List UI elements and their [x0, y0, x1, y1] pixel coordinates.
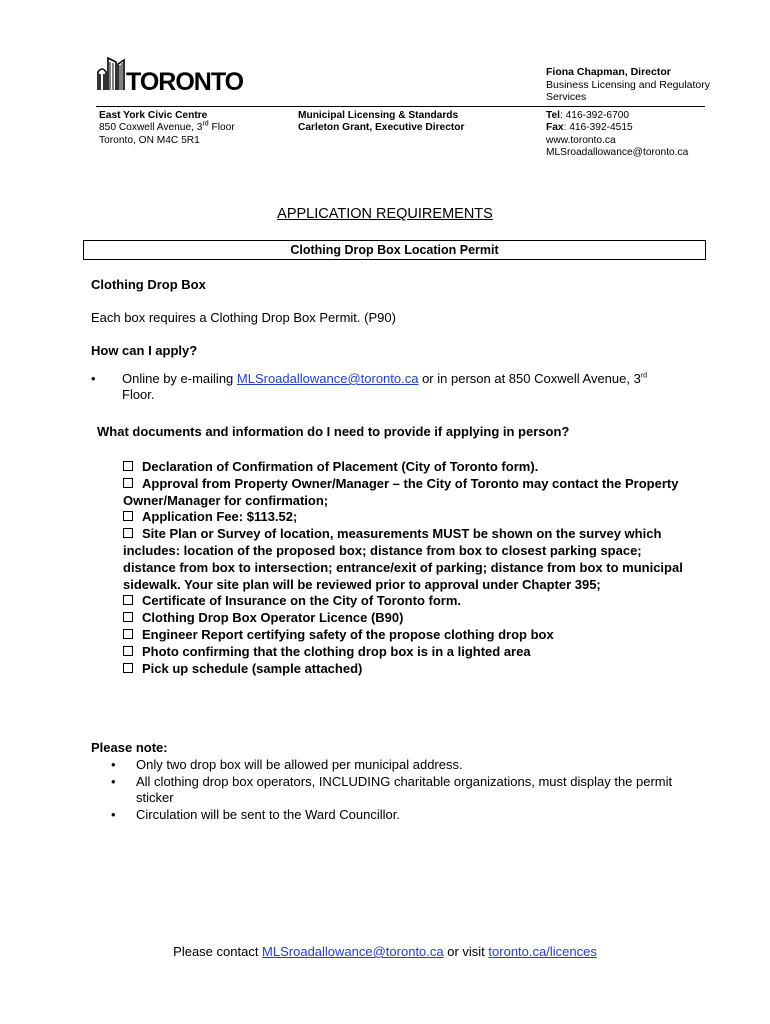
checklist-item: Site Plan or Survey of location, measurements MUST be shown on the survey which includes: location of the proposed box; distance from box to closest parking space; distance from box to intersection; entrance/exit of parking; distance from box to municipal sidewalk. Your site plan will be reviewed prior to approval under Chapter 395;	[123, 526, 683, 592]
bullet-icon: •	[91, 371, 96, 386]
apply-email-link[interactable]: MLSroadallowance@toronto.ca	[236, 371, 419, 386]
civic-centre-city: Toronto, ON M4C 5R1	[99, 134, 200, 146]
checkbox-icon	[123, 528, 133, 538]
fax-line: Fax: 416-392-4515	[546, 122, 633, 134]
address-civic-centre	[99, 110, 279, 147]
apply-bullet: • Online by e-mailing MLSroadallowance@toronto.ca or in person at 850 Coxwell Avenue, 3rd Floor.	[91, 371, 648, 402]
city-hall-icon	[96, 54, 244, 96]
checkbox-icon	[123, 663, 133, 673]
list-item: • All clothing drop box operators, INCLUDING charitable organizations, must display the permit sticker	[111, 773, 673, 806]
checklist-item: Clothing Drop Box Operator Licence (B90)	[123, 610, 683, 627]
contact-block	[546, 110, 726, 160]
notes-list	[109, 757, 689, 823]
documents-heading: What documents and information do I need to provide if applying in person?	[97, 424, 570, 439]
checklist-item: Engineer Report certifying safety of the propose clothing drop box	[123, 627, 683, 644]
executive-director: Carleton Grant, Executive Director	[298, 122, 465, 134]
checkbox-icon	[123, 612, 133, 622]
checklist-item: Certificate of Insurance on the City of Toronto form.	[123, 593, 683, 610]
checklist-item: Declaration of Confirmation of Placement (City of Toronto form).	[123, 459, 683, 476]
permit-title-box: Clothing Drop Box Location Permit	[83, 240, 706, 260]
bullet-icon: •	[111, 757, 116, 772]
note-heading: Please note:	[91, 740, 168, 755]
checkbox-icon	[123, 478, 133, 488]
civic-centre-title: East York Civic Centre	[99, 110, 208, 121]
checkbox-icon	[123, 629, 133, 639]
tel-line: Tel: 416-392-6700	[546, 110, 630, 121]
list-item: • Only two drop box will be allowed per municipal address.	[111, 757, 463, 772]
permit-requirement-text: Each box requires a Clothing Drop Box Permit. (P90)	[91, 310, 396, 325]
header-divider	[96, 106, 705, 107]
checkbox-icon	[123, 646, 133, 656]
toronto-logo	[96, 54, 244, 96]
director-dept-line2: Services	[546, 91, 587, 103]
section-heading-drop-box: Clothing Drop Box	[91, 277, 206, 292]
page-title: APPLICATION REQUIREMENTS	[277, 206, 493, 222]
checkbox-icon	[123, 511, 133, 521]
apply-heading: How can I apply?	[91, 343, 198, 358]
checkbox-icon	[123, 595, 133, 605]
bullet-icon: •	[111, 773, 116, 789]
address-department	[298, 110, 488, 135]
contact-email: MLSroadallowance@toronto.ca	[546, 147, 689, 159]
website-line: www.toronto.ca	[546, 134, 616, 146]
director-dept-line1: Business Licensing and Regulatory	[546, 78, 711, 91]
list-item: • Circulation will be sent to the Ward Councillor.	[111, 806, 400, 822]
footer-contact: Please contact MLSroadallowance@toronto.ca or visit toronto.ca/licences	[173, 944, 597, 959]
checklist-item: Photo confirming that the clothing drop box is in a lighted area	[123, 644, 683, 661]
director-name: Fiona Chapman, Director	[546, 66, 671, 78]
checklist-item: Application Fee: $113.52;	[123, 509, 683, 526]
department-name: Municipal Licensing & Standards	[298, 110, 459, 121]
checkbox-icon	[123, 461, 133, 471]
logo-wordmark: TORONTO	[126, 68, 244, 96]
footer-licences-link[interactable]: toronto.ca/licences	[488, 944, 597, 959]
checklist-item: Pick up schedule (sample attached)	[123, 661, 683, 678]
footer-email-link[interactable]: MLSroadallowance@toronto.ca	[262, 944, 444, 959]
bullet-icon: •	[111, 806, 116, 822]
documents-checklist	[123, 459, 683, 677]
checklist-item: Approval from Property Owner/Manager – the City of Toronto may contact the Property Owner/Manager for confirmation;	[123, 475, 679, 508]
director-block	[546, 66, 716, 104]
civic-centre-street: 850 Coxwell Avenue, 3rd Floor	[99, 121, 235, 134]
